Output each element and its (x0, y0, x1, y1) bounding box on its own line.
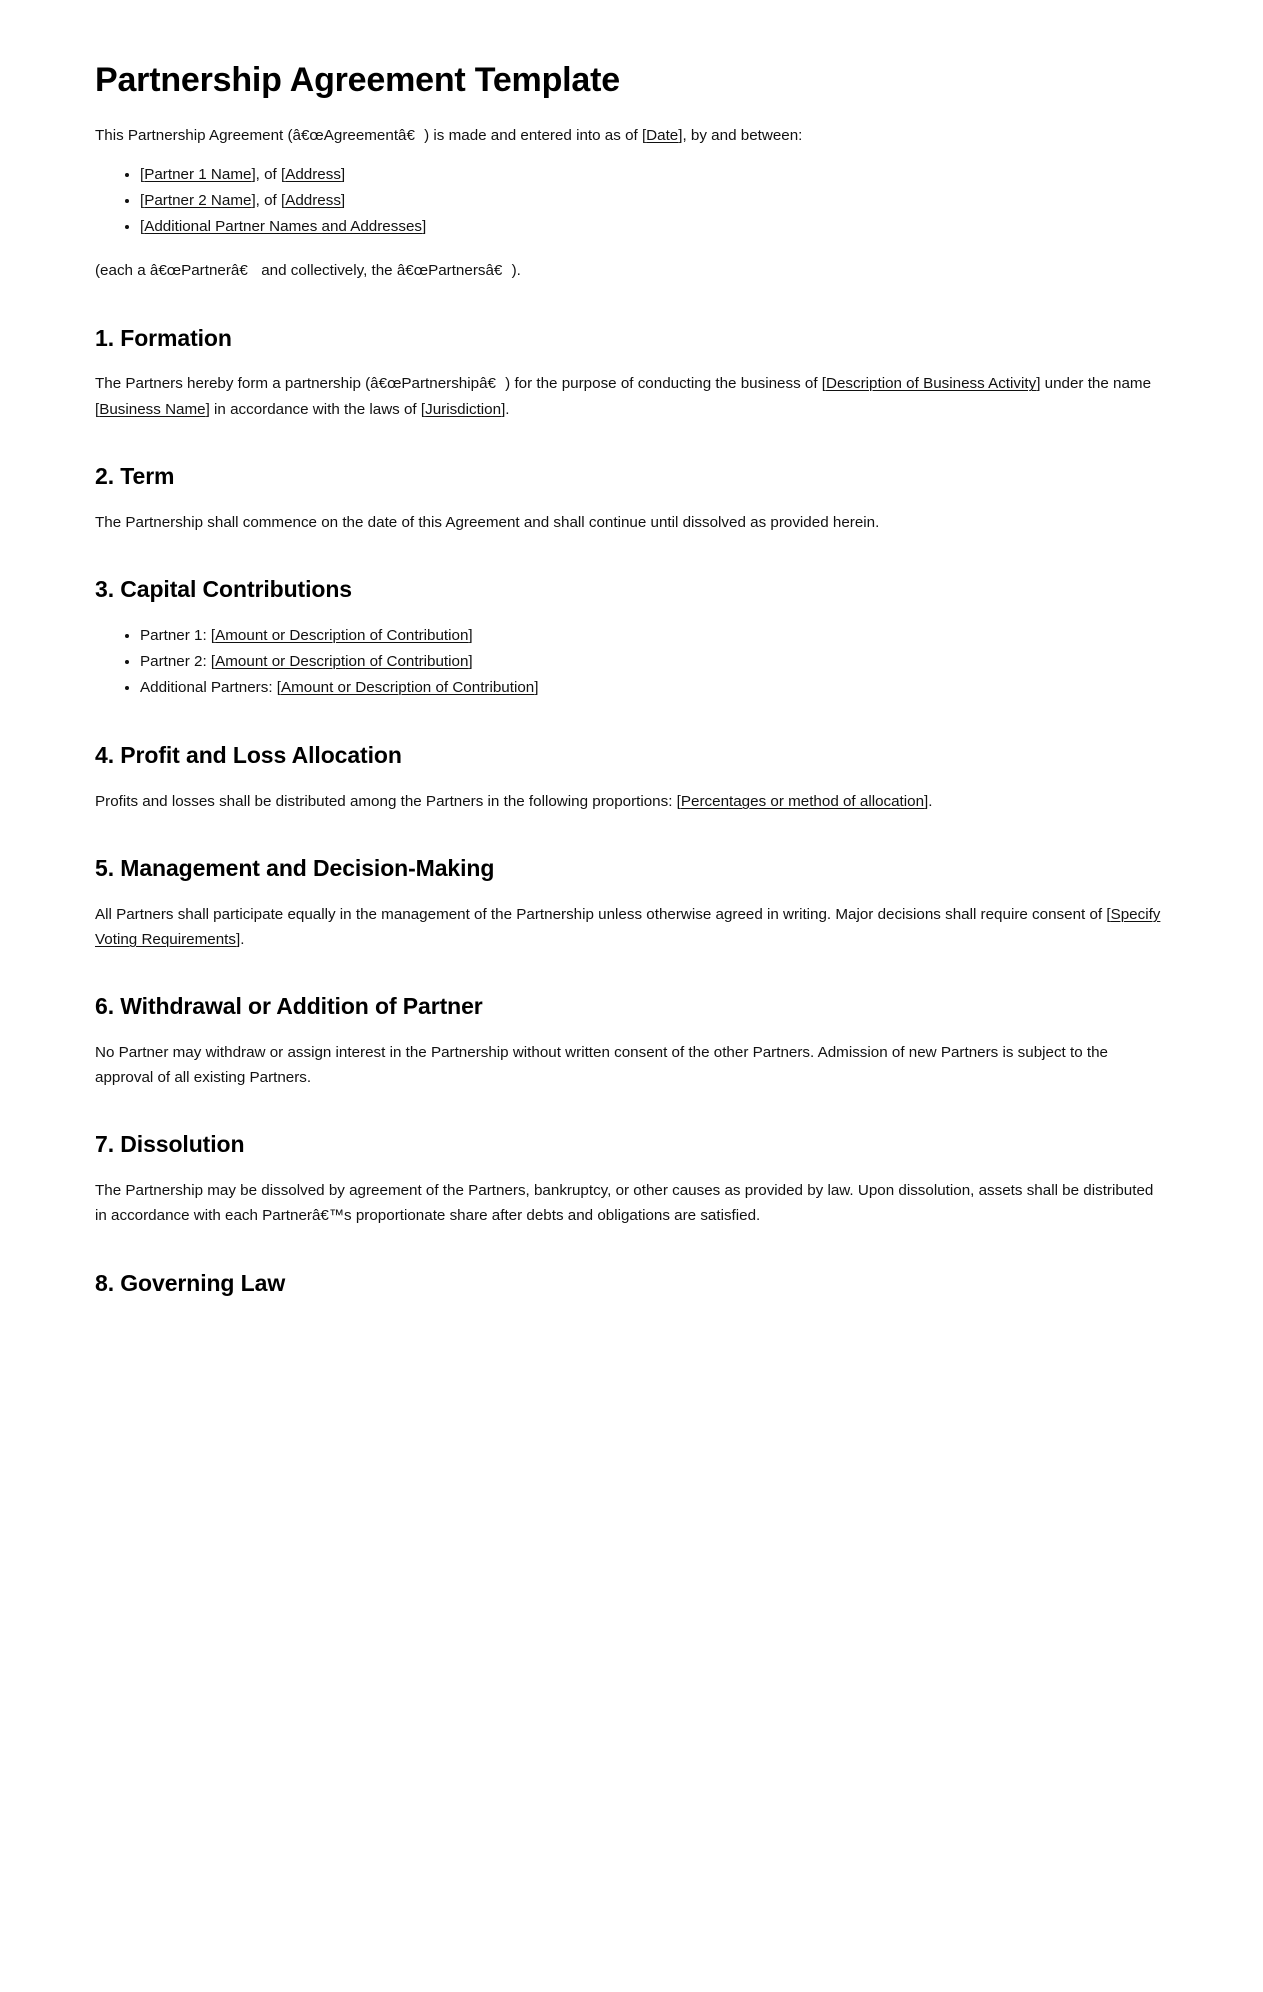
placeholder-partner-1-address: Address (285, 166, 341, 184)
section-heading-management-and-decision-making: 5. Management and Decision-Making (95, 855, 495, 882)
list-item (140, 649, 1168, 675)
party-prefix: [ (140, 218, 145, 236)
section-paragraph-management-and-decision-making (95, 902, 1161, 952)
section-paragraph-dissolution: The Partnership may be dissolved by agreement of the Partners, bankruptcy, or other causes as provided by law. Upon dissolution, assets shall be distributed in accordance with each Partnerâ€™s proportionate share after debts and obligations are satisfied. (95, 1182, 1154, 1225)
page-blank-area (0, 1296, 1263, 1992)
section-paragraph-withdrawal-or-addition-of-partner: No Partner may withdraw or assign interest in the Partnership without written consent of the other Partners. Admission of new Partners is subject to the approval of all existing Partners. (95, 1044, 1108, 1087)
text-part: ] under the name [ (95, 375, 1152, 418)
intro-paragraph (95, 123, 1161, 148)
contribution-label: Partner 1: [ (140, 626, 216, 644)
list-item (140, 188, 1168, 214)
list-item (140, 623, 1168, 649)
contribution-label: Partner 2: [ (140, 652, 216, 670)
party-prefix: [ (140, 166, 145, 184)
text-part: ] in accordance with the laws of [ (205, 400, 426, 418)
party-suffix: ] (340, 166, 346, 184)
placeholder-contribution-partner-1: Amount or Description of Contribution (215, 626, 469, 644)
section-heading-governing-law: 8. Governing Law (95, 1269, 286, 1296)
capital-contributions-list (95, 623, 1168, 701)
placeholder-date: Date (646, 126, 679, 144)
text-part: All Partners shall participate equally in the management of the Partnership unless otherwise agreed in writing. Major decisions shall require consent of [ (95, 905, 1111, 923)
placeholder-voting-requirements: Specify Voting Requirements (95, 905, 1161, 949)
intro-text-after-date: ], by and between: (678, 126, 803, 144)
text-part: ]. (924, 792, 933, 810)
placeholder-partner-2-address: Address (285, 192, 341, 210)
section-paragraph-formation (95, 371, 1161, 421)
section-heading-formation: 1. Formation (95, 324, 232, 351)
text-part: The Partners hereby form a partnership (â€œPartnershipâ€) for the purpose of conducting the business of [ (95, 375, 826, 393)
section-heading-profit-and-loss-allocation: 4. Profit and Loss Allocation (95, 742, 402, 769)
text-part: ]. (236, 931, 245, 949)
placeholder-allocation-percentages: Percentages or method of allocation (680, 792, 925, 810)
placeholder-contribution-additional: Amount or Description of Contribution (280, 678, 535, 696)
placeholder-jurisdiction: Jurisdiction (425, 400, 502, 418)
placeholder-business-activity: Description of Business Activity (826, 375, 1037, 393)
contribution-label: Additional Partners: [ (140, 678, 281, 696)
party-prefix: [ (140, 192, 145, 210)
party-list (95, 162, 1168, 240)
contribution-suffix: ] (534, 678, 539, 696)
placeholder-business-name: Business Name (99, 400, 206, 418)
party-suffix: ] (340, 192, 346, 210)
list-item (140, 675, 1168, 701)
section-heading-capital-contributions: 3. Capital Contributions (95, 575, 352, 602)
page-title: Partnership Agreement Template (95, 61, 620, 99)
text-part: Profits and losses shall be distributed among the Partners in the following proportions: [ (95, 792, 681, 810)
section-paragraph-profit-and-loss-allocation (95, 789, 1161, 814)
party-middle: ], of [ (251, 192, 286, 210)
intro-text-before-date: This Partnership Agreement (â€œAgreementâ€) is made and entered into as of [ (95, 126, 647, 144)
section-paragraph-term: The Partnership shall commence on the date of this Agreement and shall continue until dissolved as provided herein. (95, 513, 880, 531)
placeholder-contribution-partner-2: Amount or Description of Contribution (215, 652, 469, 670)
party-suffix: ] (421, 218, 427, 236)
placeholder-additional-partners: Additional Partner Names and Addresses (144, 218, 422, 236)
party-middle: ], of [ (251, 166, 286, 184)
text-part: ]. (501, 400, 510, 418)
definitions-paragraph: (each a â€œPartnerâ€ and collectively, the â€œPartnersâ€). (95, 262, 521, 280)
list-item (140, 162, 1168, 188)
section-heading-withdrawal-or-addition-of-partner: 6. Withdrawal or Addition of Partner (95, 993, 483, 1020)
section-heading-dissolution: 7. Dissolution (95, 1131, 245, 1158)
contribution-suffix: ] (468, 652, 473, 670)
contribution-suffix: ] (468, 626, 473, 644)
placeholder-partner-1-name: Partner 1 Name (144, 166, 252, 184)
placeholder-partner-2-name: Partner 2 Name (144, 192, 252, 210)
list-item (140, 214, 1168, 240)
section-heading-term: 2. Term (95, 462, 175, 489)
